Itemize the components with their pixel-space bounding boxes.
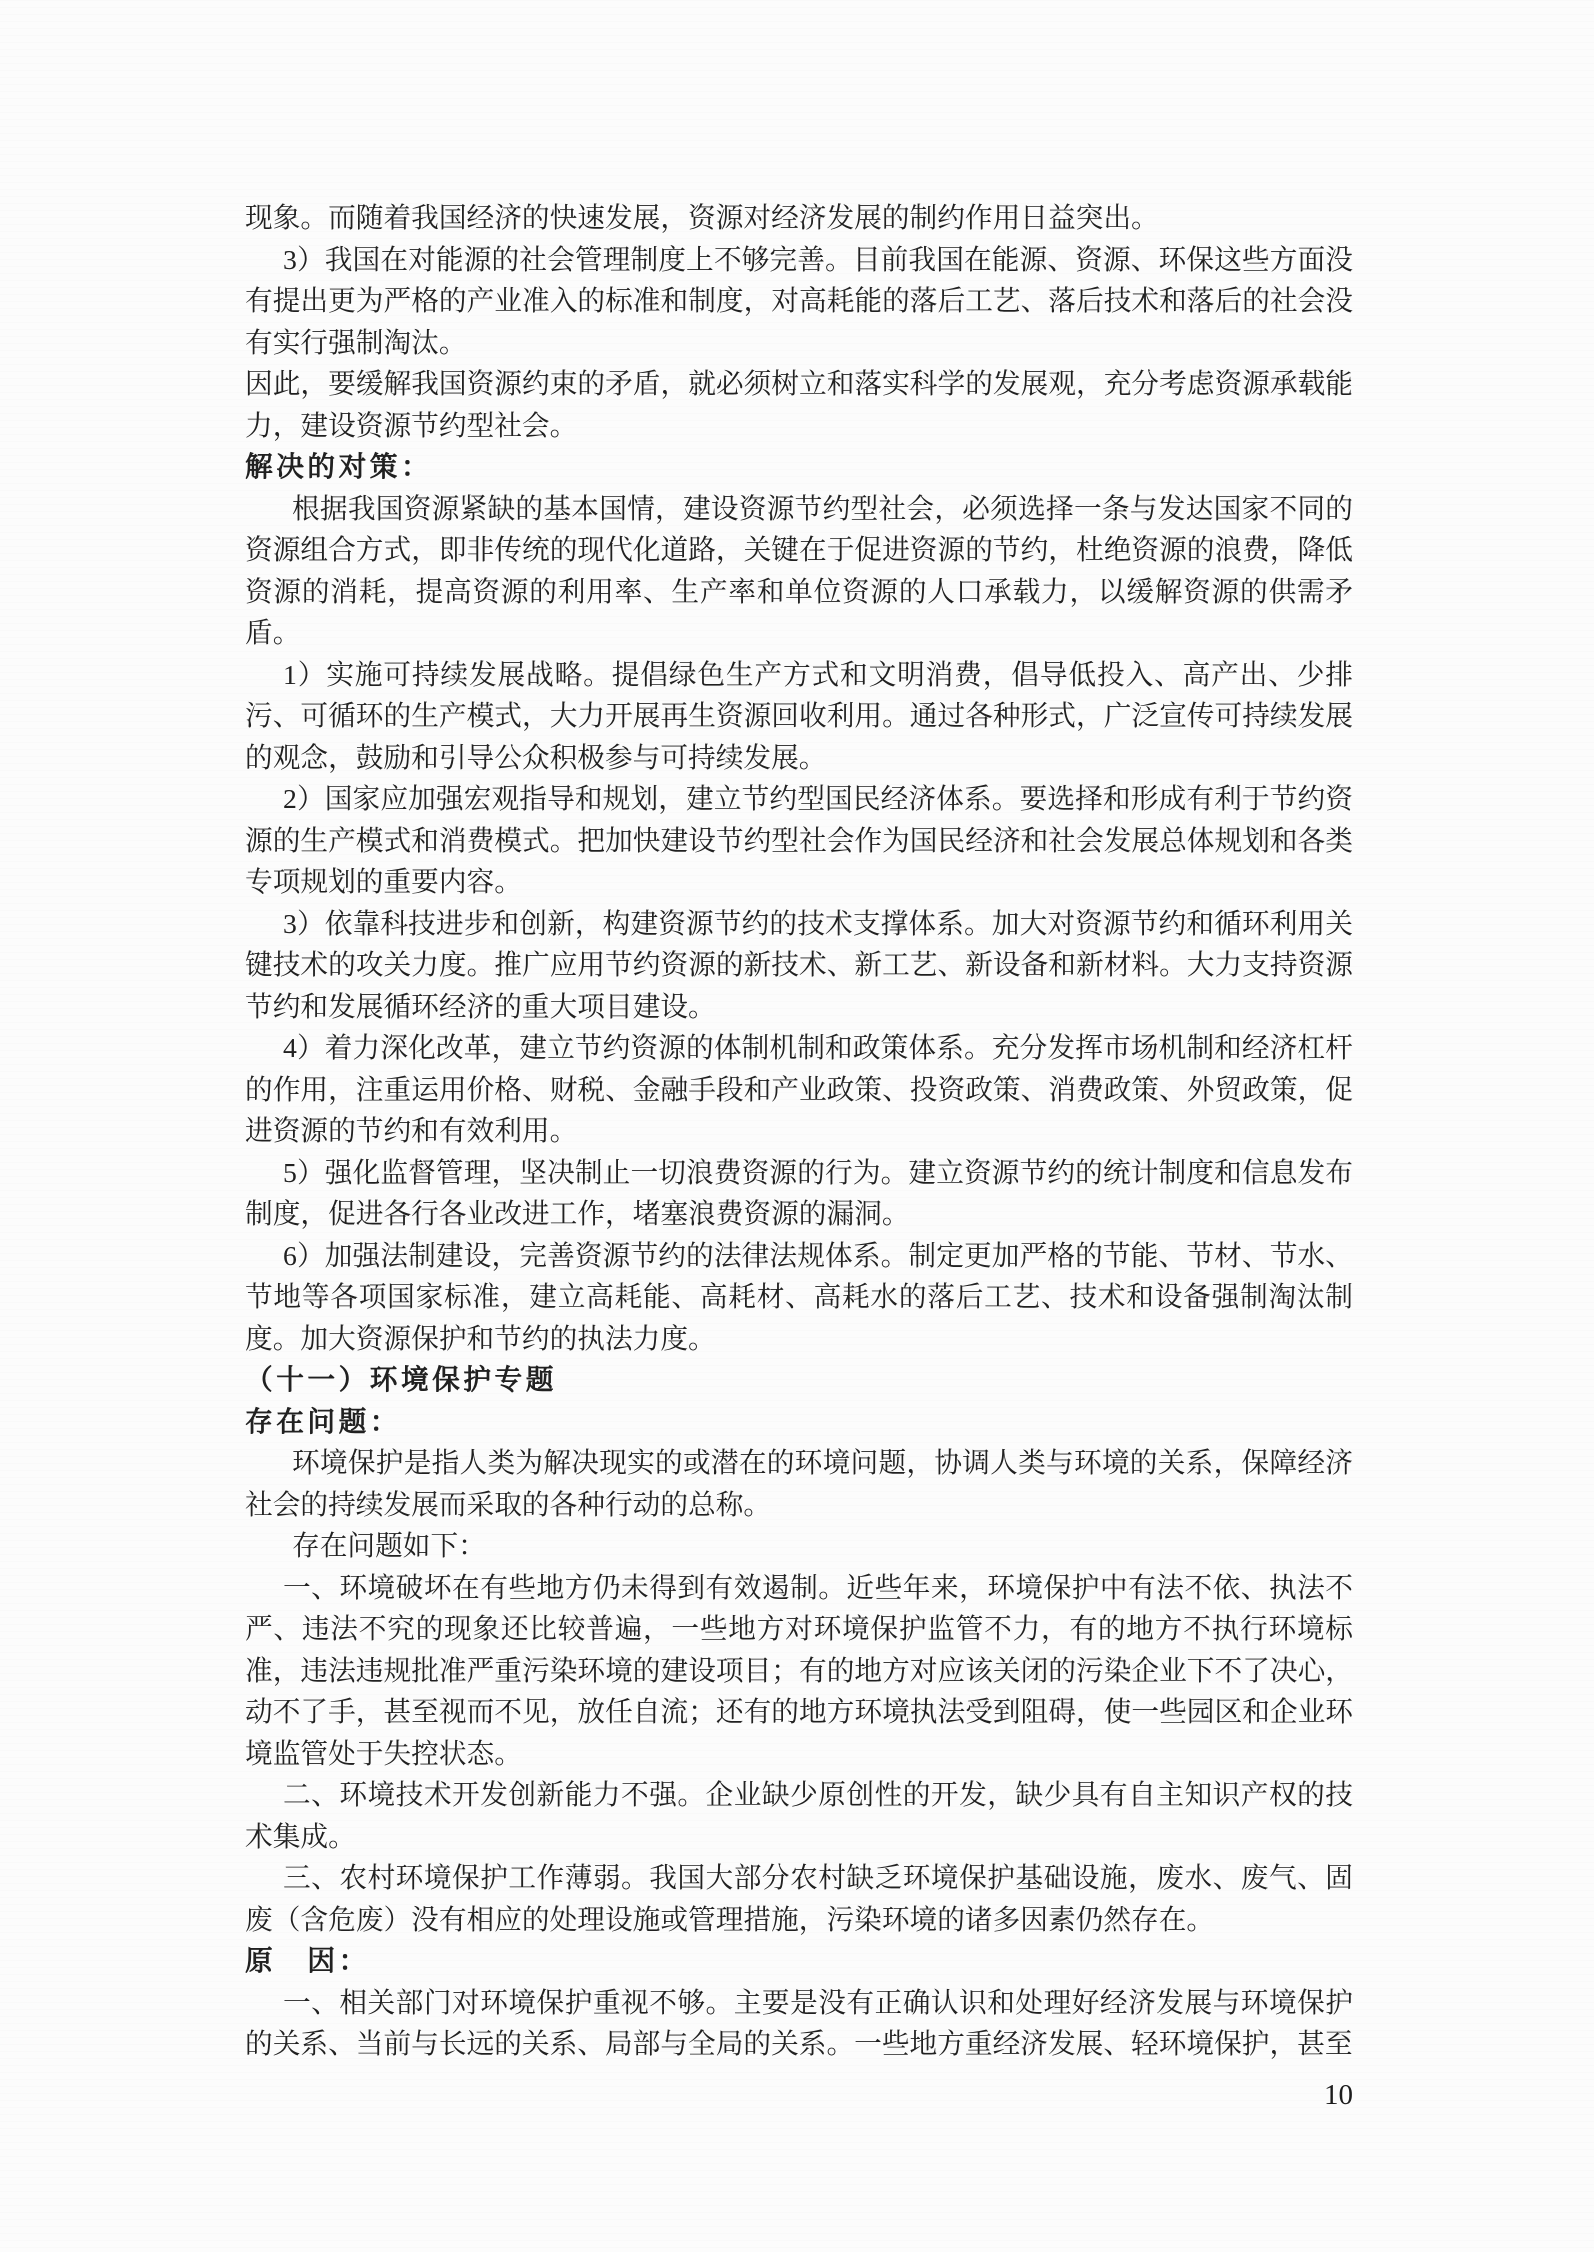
section-heading: 原 因： <box>245 1945 370 1976</box>
section-heading: 解决的对策： <box>245 451 433 482</box>
paragraph: 三、农村环境保护工作薄弱。我国大部分农村缺乏环境保护基础设施，废水、废气、固废（含危废）没有相应的处理设施或管理措施，污染环境的诸多因素仍然存在。 <box>245 1862 1353 1935</box>
paragraph: 1）实施可持续发展战略。提倡绿色生产方式和文明消费，倡导低投入、高产出、少排污、可循环的生产模式，大力开展再生资源回收利用。通过各种形式，广泛宣传可持续发展的观念，鼓励和引导公众积极参与可持续发展。 <box>245 658 1353 773</box>
paragraph: 环境保护是指人类为解决现实的或潜在的环境问题，协调人类与环境的关系，保障经济社会的持续发展而采取的各种行动的总称。 <box>245 1447 1353 1520</box>
paragraph: 4）着力深化改革，建立节约资源的体制机制和政策体系。充分发挥市场机制和经济杠杆的作用，注重运用价格、财税、金融手段和产业政策、投资政策、消费政策、外贸政策，促进资源的节约和有效利用。 <box>245 1032 1353 1146</box>
paragraph: 3）我国在对能源的社会管理制度上不够完善。目前我国在能源、资源、环保这些方面没有提出更为严格的产业准入的标准和制度，对高耗能的落后工艺、落后技术和落后的社会没有实行强制淘汰。 <box>245 243 1353 358</box>
paragraph: 一、环境破坏在有些地方仍未得到有效遏制。近些年来，环境保护中有法不依、执法不严、违法不究的现象还比较普遍，一些地方对环境保护监管不力，有的地方不执行环境标准，违法违规批准严重污染环境的建设项目；有的地方对应该关闭的污染企业下不了决心，动不了手，甚至视而不见，放任自流；还有的地方环境执法受到阻碍，使一些园区和企业环境监管处于失控状态。 <box>245 1571 1353 1769</box>
text-block <box>245 197 1353 2065</box>
paragraph: 一、相关部门对环境保护重视不够。主要是没有正确认识和处理好经济发展与环境保护的关系、当前与长远的关系、局部与全局的关系。一些地方重经济发展、轻环境保护，甚至 <box>245 1986 1353 2059</box>
paragraph: 现象。而随着我国经济的快速发展，资源对经济发展的制约作用日益突出。 <box>245 202 1159 233</box>
paragraph: 存在问题如下： <box>292 1530 486 1561</box>
paragraph: 2）国家应加强宏观指导和规划，建立节约型国民经济体系。要选择和形成有利于节约资源的生产模式和消费模式。把加快建设节约型社会作为国民经济和社会发展总体规划和各类专项规划的重要内容。 <box>245 783 1353 897</box>
paragraph: 根据我国资源紧缺的基本国情，建设资源节约型社会，必须选择一条与发达国家不同的资源组合方式，即非传统的现代化道路，关键在于促进资源的节约，杜绝资源的浪费，降低资源的消耗，提高资源的利用率、生产率和单位资源的人口承载力，以缓解资源的供需矛盾。 <box>245 492 1353 648</box>
paragraph: 因此，要缓解我国资源约束的矛盾，就必须树立和落实科学的发展观，充分考虑资源承载能力，建设资源节约型社会。 <box>245 368 1353 441</box>
paragraph: 3）依靠科技进步和创新，构建资源节约的技术支撑体系。加大对资源节约和循环利用关键技术的攻关力度。推广应用节约资源的新技术、新工艺、新设备和新材料。大力支持资源节约和发展循环经济的重大项目建设。 <box>245 907 1353 1022</box>
paragraph: 5）强化监督管理，坚决制止一切浪费资源的行为。建立资源节约的统计制度和信息发布制度，促进各行各业改进工作，堵塞浪费资源的漏洞。 <box>245 1156 1353 1229</box>
section-heading: 存在问题： <box>245 1405 401 1437</box>
paragraph: 6）加强法制建设，完善资源节约的法律法规体系。制定更加严格的节能、节材、节水、节地等各项国家标准，建立高耗能、高耗材、高耗水的落后工艺、技术和设备强制淘汰制度。加大资源保护和节约的执法力度。 <box>245 1239 1353 1354</box>
paragraph: 二、环境技术开发创新能力不强。企业缺少原创性的开发，缺少具有自主知识产权的技术集成。 <box>245 1779 1353 1852</box>
page-number: 10 <box>1324 2079 1353 2111</box>
section-heading: （十一）环境保护专题 <box>245 1364 557 1395</box>
